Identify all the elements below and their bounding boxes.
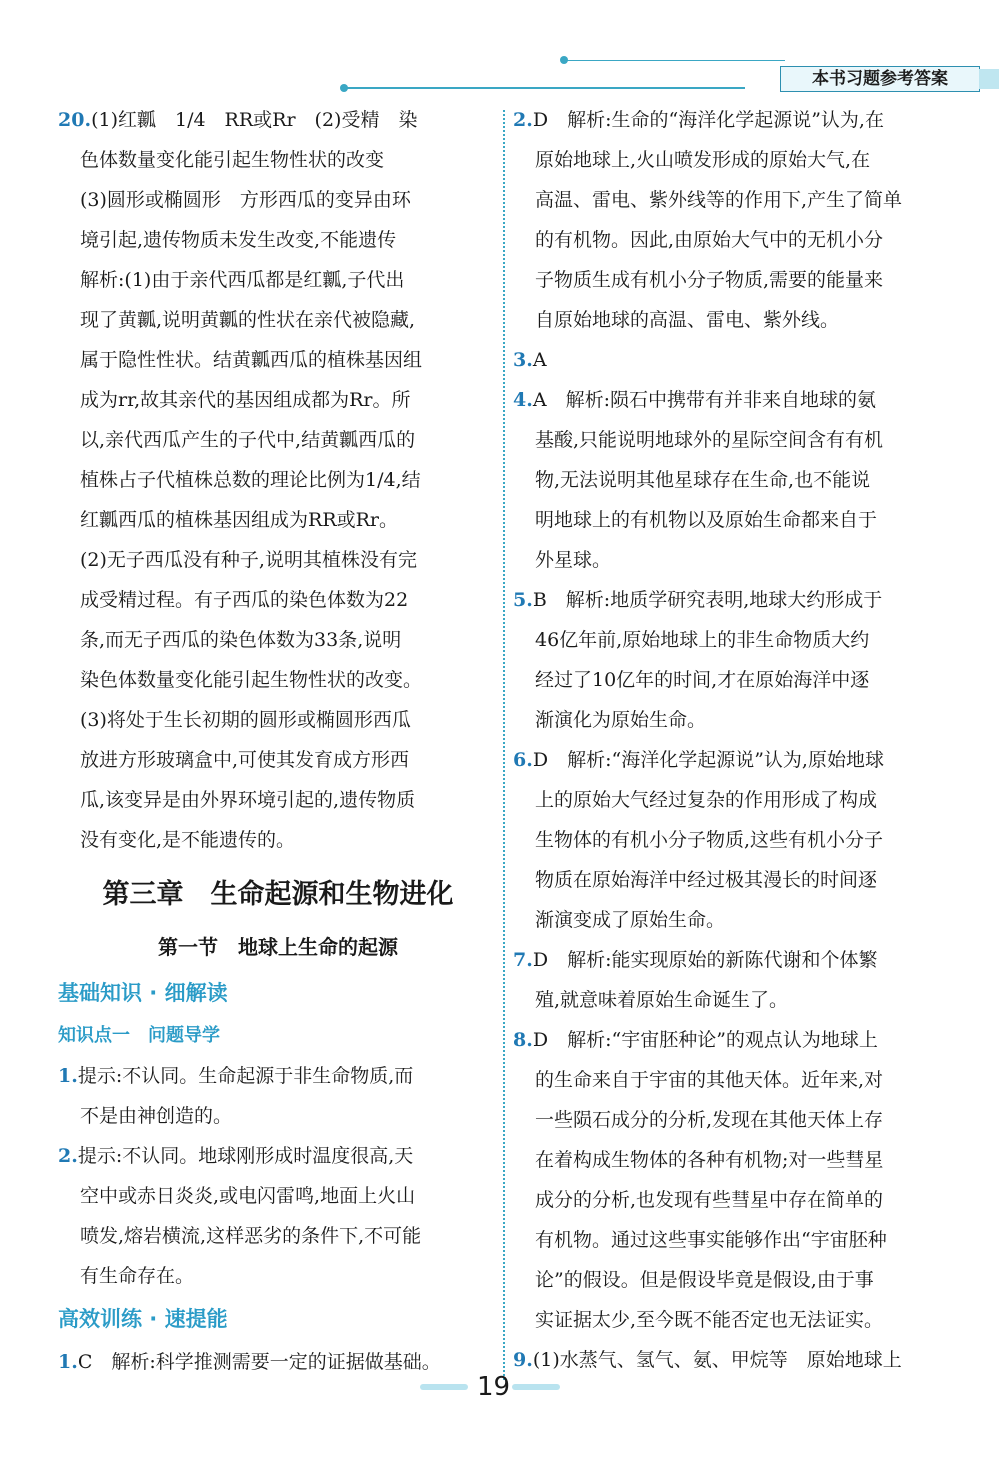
answer-7 [513,940,948,1020]
analysis-line: (2)无子西瓜没有种子,说明其植株没有完 [80,549,417,571]
answer-line: 渐演变成了原始生命。 [535,909,726,931]
question-number: 2. [513,109,533,131]
answer-line: (1)水蒸气、氢气、氨、甲烷等 原始地球上 [532,1349,902,1371]
answer-line: A [532,349,547,371]
answer-line: 论”的假设。但是假设毕竟是假设,由于事 [535,1269,874,1291]
question-number: 20. [58,109,92,131]
answer-line: C 解析:科学推测需要一定的证据做基础。 [77,1351,441,1373]
answer-line: A 解析:陨石中携带有并非来自地球的氨 [532,389,876,411]
answer-line: D 解析:能实现原始的新陈代谢和个体繁 [532,949,878,971]
analysis-line: 成受精过程。有子西瓜的染色体数为22 [80,589,409,611]
answer-line: 明地球上的有机物以及原始生命都来自于 [535,509,878,531]
answer-line: 殖,就意味着原始生命诞生了。 [535,989,789,1011]
answer-4 [513,380,948,580]
answer-line: B 解析:地质学研究表明,地球大约形成于 [532,589,883,611]
left-column [58,100,498,1382]
header-rule [345,87,745,89]
answer-line: 空中或赤日炎炎,或电闪雷鸣,地面上火山 [80,1185,416,1207]
header-rule-top [565,60,785,61]
footer-decoration [512,1384,560,1390]
chapter-title: 第三章 生命起源和生物进化 [102,879,454,910]
answer-line: 物质在原始海洋中经过极其漫长的时间逐 [535,869,878,891]
question-number: 5. [513,589,533,611]
knowledge-item-1 [58,1056,498,1136]
answer-line: 原始地球上,火山喷发形成的原始大气,在 [535,149,871,171]
answer-line: 不是由神创造的。 [80,1105,233,1127]
answer-line: D 解析:“海洋化学起源说”认为,原始地球 [532,749,884,771]
heading-basic-knowledge: 基础知识 · 细解读 [58,981,228,1005]
question-number: 1. [58,1351,78,1373]
answer-line: 有生命存在。 [80,1265,195,1287]
answer-line: 提示:不认同。地球刚形成时温度很高,天 [77,1145,414,1167]
analysis-line: 解析:(1)由于亲代西瓜都是红瓤,子代出 [80,269,405,291]
answer-3 [513,340,948,380]
answer-line: 上的原始大气经过复杂的作用形成了构成 [535,789,878,811]
answer-line: 物,无法说明其他星球存在生命,也不能说 [535,469,871,491]
question-number: 6. [513,749,533,771]
answer-6 [513,740,948,940]
subheading-knowledge-point: 知识点一 问题导学 [58,1025,220,1046]
right-column [513,100,948,1380]
page-number: 19 [477,1372,511,1402]
answer-line: (1)红瓤 1/4 RR或Rr (2)受精 染 [91,109,418,131]
column-divider [503,110,505,1380]
answer-line: 实证据太少,至今既不能否定也无法证实。 [535,1309,884,1331]
question-number: 8. [513,1029,533,1051]
analysis-line: 以,亲代西瓜产生的子代中,结黄瓤西瓜的 [80,429,416,451]
answer-line: 自原始地球的高温、雷电、紫外线。 [535,309,840,331]
analysis-line: 瓜,该变异是由外界环境引起的,遗传物质 [80,789,416,811]
answer-line: 喷发,熔岩横流,这样恶劣的条件下,不可能 [80,1225,422,1247]
question-number: 7. [513,949,533,971]
answer-line: 的生命来自于宇宙的其他天体。近年来,对 [535,1069,884,1091]
analysis-line: 放进方形玻璃盒中,可使其发育成方形西 [80,749,410,771]
answer-5 [513,580,948,740]
analysis-line: 植株占子代植株总数的理论比例为1/4,结 [80,469,421,491]
analysis-line: 现了黄瓤,说明黄瓤的性状在亲代被隐藏, [80,309,416,331]
analysis-line: 没有变化,是不能遗传的。 [80,829,296,851]
analysis-line: 条,而无子西瓜的染色体数为33条,说明 [80,629,402,651]
answer-line: 高温、雷电、紫外线等的作用下,产生了简单 [535,189,903,211]
question-number: 1. [58,1065,78,1087]
header-title: 本书习题参考答案 [780,66,980,92]
answer-line: D 解析:“宇宙胚种论”的观点认为地球上 [532,1029,878,1051]
answer-line: 渐演化为原始生命。 [535,709,707,731]
answer-line: 46亿年前,原始地球上的非生命物质大约 [535,629,870,651]
answer-line: 外星球。 [535,549,612,571]
answer-line: 经过了10亿年的时间,才在原始海洋中逐 [535,669,870,691]
answer-line: 生物体的有机小分子物质,这些有机小分子 [535,829,884,851]
answer-line: 成分的分析,也发现有些彗星中存在简单的 [535,1189,884,1211]
header-dot [340,84,348,92]
answer-line: 子物质生成有机小分子物质,需要的能量来 [535,269,884,291]
answer-line: D 解析:生命的“海洋化学起源说”认为,在 [532,109,884,131]
question-number: 2. [58,1145,78,1167]
answer-line: 在着构成生物体的各种有机物;对一些彗星 [535,1149,884,1171]
answer-line: 的有机物。因此,由原始大气中的无机小分 [535,229,884,251]
analysis-line: (3)将处于生长初期的圆形或椭圆形西瓜 [80,709,411,731]
answer-line: 色体数量变化能引起生物性状的改变 [80,149,385,171]
question-20 [58,100,498,860]
header-dot [560,56,568,64]
analysis-line: 成为rr,故其亲代的基因组成都为Rr。所 [80,389,411,411]
answer-2 [513,100,948,340]
answer-line: 提示:不认同。生命起源于非生命物质,而 [77,1065,414,1087]
training-item-1 [58,1342,498,1382]
analysis-line: 属于隐性性状。结黄瓤西瓜的植株基因组 [80,349,423,371]
heading-training: 高效训练 · 速提能 [58,1307,228,1331]
footer-decoration [420,1384,468,1390]
analysis-line: 红瓤西瓜的植株基因组成为RR或Rr。 [80,509,399,531]
analysis-line: 染色体数量变化能引起生物性状的改变。 [80,669,423,691]
question-number: 9. [513,1349,533,1371]
answer-line: 一些陨石成分的分析,发现在其他天体上存 [535,1109,884,1131]
section-title: 第一节 地球上生命的起源 [158,935,398,959]
answer-line: (3)圆形或椭圆形 方形西瓜的变异由环 [80,189,411,211]
answer-8 [513,1020,948,1340]
answer-line: 有机物。通过这些事实能够作出“宇宙胚种 [535,1229,887,1251]
answer-9 [513,1340,948,1380]
question-number: 4. [513,389,533,411]
knowledge-item-2 [58,1136,498,1296]
answer-line: 基酸,只能说明地球外的星际空间含有有机 [535,429,884,451]
answer-line: 境引起,遗传物质未发生改变,不能遗传 [80,229,397,251]
question-number: 3. [513,349,533,371]
